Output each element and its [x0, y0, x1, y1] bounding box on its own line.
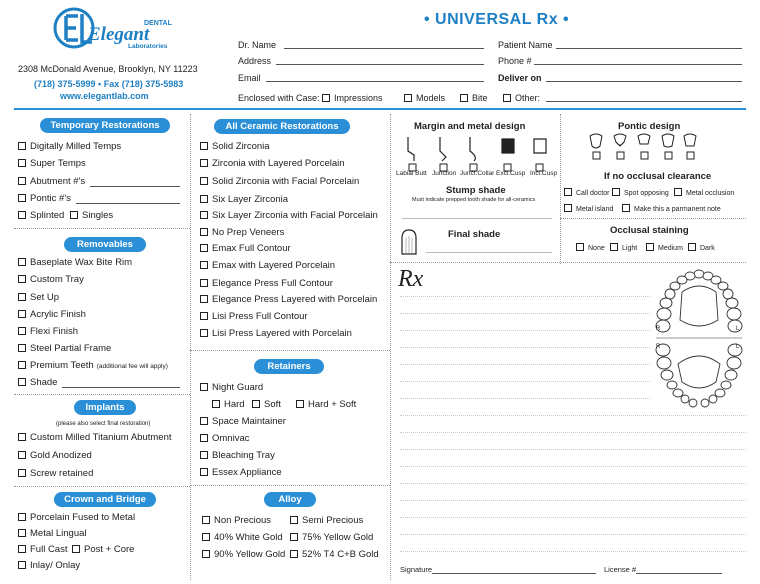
logo-dental: DENTAL	[144, 20, 172, 27]
checkbox-icon[interactable]	[200, 142, 208, 150]
margin-design-icons	[398, 133, 558, 175]
stump-title: Stump shade	[446, 185, 506, 196]
checkbox-icon[interactable]	[18, 451, 26, 459]
opt-lisi-full[interactable]: Lisi Press Full Contour	[200, 311, 308, 322]
enclosed-bite[interactable]: Bite	[460, 93, 488, 103]
writing-line[interactable]	[400, 364, 650, 365]
checkbox-icon[interactable]	[18, 310, 26, 318]
crown-title: Crown and Bridge	[54, 492, 156, 507]
opt-space-maintainer[interactable]: Space Maintainer	[200, 416, 286, 427]
phone-label: Phone #	[498, 56, 532, 66]
section-divider	[14, 486, 190, 487]
checkbox-icon[interactable]	[200, 451, 208, 459]
tooth-chart-icon[interactable]	[652, 268, 746, 410]
checkbox-icon[interactable]	[688, 243, 696, 251]
checkbox-icon[interactable]	[200, 279, 208, 287]
opt-acrylic-finish[interactable]: Acrylic Finish	[18, 309, 86, 320]
pontic-design-icons	[586, 132, 698, 160]
checkbox-icon[interactable]	[646, 243, 654, 251]
checkbox-icon[interactable]	[18, 545, 26, 553]
checkbox-icon[interactable]	[200, 312, 208, 320]
company-logo	[52, 6, 182, 58]
opt-six-layer-facial[interactable]: Six Layer Zirconia with Facial Porcelain	[200, 210, 378, 221]
checkbox-icon[interactable]	[200, 211, 208, 219]
writing-line[interactable]	[400, 432, 746, 433]
enclosed-label: Enclosed with Case:	[238, 93, 320, 103]
patient-name-label: Patient Name	[498, 40, 553, 50]
opt-flexi-finish[interactable]: Flexi Finish	[18, 326, 78, 337]
opt-singles[interactable]: Singles	[70, 210, 113, 221]
enclosed-models[interactable]: Models	[404, 93, 445, 103]
checkbox-icon[interactable]	[18, 194, 26, 202]
opt-52-t4-gold[interactable]: 52% T4 C+B Gold	[290, 549, 379, 560]
pontic-title: Pontic design	[618, 121, 681, 132]
abutment-field[interactable]	[90, 186, 180, 187]
margin-title: Margin and metal design	[414, 121, 526, 132]
opt-premium-teeth[interactable]: Premium Teeth (additional fee will apply)	[18, 360, 168, 371]
pontic-field[interactable]	[76, 203, 180, 204]
form-title: • UNIVERSAL Rx •	[424, 11, 570, 28]
opt-custom-milled-abutment[interactable]: Custom Milled Titanium Abutment	[18, 432, 172, 443]
staining-title: Occlusal staining	[610, 225, 689, 236]
writing-line[interactable]	[400, 296, 650, 297]
opt-elegance-layered[interactable]: Elegance Press Layered with Porcelain	[200, 294, 377, 305]
margin-label-junct-collar: Junct.Collar	[460, 170, 495, 177]
checkbox-icon[interactable]	[460, 94, 468, 102]
implants-title: Implants	[74, 400, 136, 415]
chart-label-l-upper: L	[736, 326, 740, 332]
opt-metal-occlusion[interactable]: Metal occlusion	[674, 188, 734, 197]
checkbox-icon[interactable]	[18, 469, 26, 477]
implants-note: (please also select final restoration)	[56, 421, 151, 427]
checkbox-icon[interactable]	[200, 195, 208, 203]
header-divider	[14, 108, 746, 110]
opt-full-cast[interactable]: Full Cast	[18, 544, 67, 555]
checkbox-icon[interactable]	[18, 275, 26, 283]
lab-address: 2308 McDonald Avenue, Brooklyn, NY 11223	[18, 64, 198, 74]
opt-pfm[interactable]: Porcelain Fused to Metal	[18, 512, 135, 523]
writing-line[interactable]	[400, 449, 746, 450]
checkbox-icon[interactable]	[200, 244, 208, 252]
enclosed-other[interactable]: Other:	[503, 93, 540, 103]
checkbox-icon[interactable]	[252, 400, 260, 408]
address-field[interactable]	[276, 64, 484, 65]
tooth-shade-icon	[398, 228, 420, 256]
checkbox-icon[interactable]	[564, 188, 572, 196]
section-divider	[14, 228, 190, 229]
enclosed-impressions[interactable]: Impressions	[322, 93, 383, 103]
enclosed-other-field[interactable]	[546, 101, 742, 102]
opt-non-precious[interactable]: Non Precious	[202, 515, 271, 526]
opt-steel-partial[interactable]: Steel Partial Frame	[18, 343, 111, 354]
final-shade-title: Final shade	[448, 229, 501, 240]
opt-semi-precious[interactable]: Semi Precious	[290, 515, 363, 526]
opt-splinted[interactable]: Splinted	[18, 210, 64, 221]
checkbox-icon[interactable]	[202, 516, 210, 524]
opt-emax-layered[interactable]: Emax with Layered Porcelain	[200, 260, 335, 271]
labial-butt-icon	[408, 137, 414, 161]
checkbox-icon[interactable]	[612, 188, 620, 196]
writing-line[interactable]	[400, 347, 650, 348]
margin-label-labial-butt: Labial Butt	[396, 170, 427, 177]
checkbox-icon[interactable]	[18, 433, 26, 441]
checkbox-icon[interactable]	[296, 400, 304, 408]
lab-phone: (718) 375-5999 • Fax (718) 375-5983	[34, 79, 184, 89]
opt-six-layer[interactable]: Six Layer Zirconia	[200, 194, 288, 205]
opt-metal-island[interactable]: Metal island	[564, 204, 613, 213]
opt-stain-none[interactable]: None	[576, 243, 605, 252]
checkbox-icon[interactable]	[18, 378, 26, 386]
opt-permanent-note[interactable]: Make this a parmanent note	[622, 204, 721, 213]
opt-set-up[interactable]: Set Up	[18, 292, 59, 303]
opt-bleaching-tray[interactable]: Bleaching Tray	[200, 450, 275, 461]
opt-lisi-layered[interactable]: Lisi Press Layered with Porcelain	[200, 328, 352, 339]
stump-shade-field[interactable]	[402, 218, 552, 219]
premium-note: (additional fee will apply)	[96, 363, 168, 370]
opt-no-prep[interactable]: No Prep Veneers	[200, 227, 284, 238]
opt-stain-dark[interactable]: Dark	[688, 243, 715, 252]
checkbox-icon[interactable]	[503, 94, 511, 102]
shade-field[interactable]	[62, 387, 180, 388]
deliver-on-field[interactable]	[546, 81, 742, 82]
checkbox-icon[interactable]	[202, 550, 210, 558]
chart-label-r-upper: R	[656, 326, 661, 332]
checkbox-icon[interactable]	[200, 417, 208, 425]
checkbox-icon[interactable]	[322, 94, 330, 102]
checkbox-icon[interactable]	[674, 188, 682, 196]
checkbox-icon[interactable]	[72, 545, 80, 553]
checkbox-icon[interactable]	[18, 561, 26, 569]
writing-line[interactable]	[400, 330, 650, 331]
checkbox-icon[interactable]	[18, 211, 26, 219]
checkbox-icon[interactable]	[18, 529, 26, 537]
checkbox-icon[interactable]	[200, 228, 208, 236]
section-divider	[560, 218, 746, 219]
chart-label-l-lower: L	[736, 344, 740, 350]
email-field[interactable]	[266, 81, 484, 82]
dr-name-label: Dr. Name	[238, 40, 277, 50]
opt-inlay-onlay[interactable]: Inlay/ Onlay	[18, 560, 80, 571]
checkbox-icon[interactable]	[18, 344, 26, 352]
checkbox-icon[interactable]	[18, 258, 26, 266]
margin-label-junction: Junction	[432, 170, 457, 177]
checkbox-icon[interactable]	[18, 327, 26, 335]
writing-line[interactable]	[400, 517, 746, 518]
section-divider	[14, 394, 190, 395]
opt-night-guard[interactable]: Night Guard	[200, 382, 263, 393]
opt-spot-opposing[interactable]: Spot opposing	[612, 188, 669, 197]
lab-website[interactable]: www.elegantlab.com	[60, 91, 149, 101]
checkbox-icon[interactable]	[200, 468, 208, 476]
checkbox-icon[interactable]	[200, 261, 208, 269]
opt-baseplate[interactable]: Baseplate Wax Bite Rim	[18, 257, 132, 268]
checkbox-icon[interactable]	[202, 533, 210, 541]
checkbox-icon[interactable]	[70, 211, 78, 219]
patient-name-field[interactable]	[556, 48, 742, 49]
opt-soft[interactable]: Soft	[252, 399, 281, 410]
writing-line[interactable]	[400, 500, 746, 501]
section-divider	[190, 485, 390, 486]
margin-label-excl-cusp: Excl.Cusp	[496, 170, 526, 177]
stump-note: Must indicate prepped tooth shade for all-ceramics	[412, 197, 536, 203]
opt-solid-zirconia-facial[interactable]: Solid Zirconia with Facial Porcelain	[200, 176, 359, 187]
opt-post-core[interactable]: Post + Core	[72, 544, 134, 555]
checkbox-icon[interactable]	[622, 204, 630, 212]
column-divider	[190, 114, 191, 580]
opt-abutment[interactable]: Abutment #'s	[18, 176, 85, 187]
checkbox-icon[interactable]	[290, 516, 298, 524]
temporary-title: Temporary Restorations	[40, 118, 170, 133]
checkbox-icon[interactable]	[18, 177, 26, 185]
margin-label-incl-cusp: Incl.Cusp	[530, 170, 558, 177]
logo-laboratories: Laboratories	[128, 43, 168, 50]
removables-title: Removables	[64, 237, 146, 252]
opt-omnivac[interactable]: Omnivac	[200, 433, 249, 444]
email-label: Email	[238, 73, 261, 83]
phone-field[interactable]	[534, 64, 742, 65]
opt-emax-full[interactable]: Emax Full Contour	[200, 243, 291, 254]
license-field[interactable]	[636, 573, 722, 574]
checkbox-icon[interactable]	[200, 177, 208, 185]
checkbox-icon[interactable]	[18, 293, 26, 301]
opt-90-yellow-gold[interactable]: 90% Yellow Gold	[202, 549, 285, 560]
column-divider	[560, 114, 561, 264]
opt-gold-anodized[interactable]: Gold Anodized	[18, 450, 92, 461]
junction-icon	[440, 137, 446, 161]
checkbox-icon[interactable]	[610, 243, 618, 251]
opt-super-temps[interactable]: Super Temps	[18, 158, 86, 169]
checkbox-icon[interactable]	[290, 550, 298, 558]
opt-75-yellow-gold[interactable]: 75% Yellow Gold	[290, 532, 373, 543]
checkbox-icon[interactable]	[18, 513, 26, 521]
opt-shade[interactable]: Shade	[18, 377, 57, 388]
opt-digitally-milled-temps[interactable]: Digitally Milled Temps	[18, 141, 121, 152]
section-divider	[190, 350, 390, 351]
opt-40-white-gold[interactable]: 40% White Gold	[202, 532, 283, 543]
license-label: License #	[604, 565, 637, 574]
logo-word: Elegant	[88, 24, 150, 45]
opt-solid-zirconia[interactable]: Solid Zirconia	[200, 141, 270, 152]
checkbox-icon[interactable]	[18, 159, 26, 167]
signature-label: Signature	[400, 565, 433, 574]
address-label: Address	[238, 56, 272, 66]
section-divider	[390, 262, 746, 263]
writing-line[interactable]	[400, 466, 746, 467]
alloy-title: Alloy	[264, 492, 316, 507]
dr-name-field[interactable]	[284, 48, 484, 49]
checkbox-icon[interactable]	[18, 142, 26, 150]
writing-line[interactable]	[400, 313, 650, 314]
opt-elegance-full[interactable]: Elegance Press Full Contour	[200, 278, 333, 289]
checkbox-icon[interactable]	[564, 204, 572, 212]
retainers-title: Retainers	[254, 359, 324, 374]
opt-custom-tray[interactable]: Custom Tray	[18, 274, 84, 285]
checkbox-icon[interactable]	[18, 361, 26, 369]
opt-zirconia-layered[interactable]: Zirconia with Layered Porcelain	[200, 158, 345, 169]
incl-cusp-icon	[534, 139, 546, 153]
opt-stain-medium[interactable]: Medium	[646, 243, 683, 252]
junct-collar-icon	[470, 137, 475, 161]
signature-field[interactable]	[432, 573, 596, 574]
checkbox-icon[interactable]	[212, 400, 220, 408]
checkbox-icon[interactable]	[200, 329, 208, 337]
opt-essex[interactable]: Essex Appliance	[200, 467, 282, 478]
checkbox-icon[interactable]	[290, 533, 298, 541]
opt-hard[interactable]: Hard	[212, 399, 245, 410]
checkbox-icon[interactable]	[200, 383, 208, 391]
checkbox-icon[interactable]	[200, 434, 208, 442]
checkbox-icon[interactable]	[200, 159, 208, 167]
chart-label-r-lower: R	[656, 344, 661, 350]
writing-line[interactable]	[400, 483, 746, 484]
final-shade-field[interactable]	[426, 252, 552, 253]
writing-line[interactable]	[400, 534, 746, 535]
column-divider	[390, 114, 391, 580]
excl-cusp-icon	[502, 139, 514, 153]
opt-pontic[interactable]: Pontic #'s	[18, 193, 71, 204]
ceramic-title: All Ceramic Restorations	[214, 119, 350, 134]
checkbox-icon[interactable]	[404, 94, 412, 102]
opt-call-doctor[interactable]: Call doctor	[564, 188, 609, 197]
writing-line[interactable]	[400, 551, 746, 552]
opt-hard-soft[interactable]: Hard + Soft	[296, 399, 356, 410]
checkbox-icon[interactable]	[576, 243, 584, 251]
opt-screw-retained[interactable]: Screw retained	[18, 468, 93, 479]
writing-line[interactable]	[400, 398, 650, 399]
opt-metal-lingual[interactable]: Metal Lingual	[18, 528, 87, 539]
clearance-title: If no occlusal clearance	[604, 171, 712, 182]
writing-line[interactable]	[400, 381, 650, 382]
checkbox-icon[interactable]	[200, 295, 208, 303]
deliver-on-label: Deliver on	[498, 73, 542, 83]
writing-line[interactable]	[400, 415, 746, 416]
rx-symbol: Rx	[398, 266, 424, 292]
opt-stain-light[interactable]: Light	[610, 243, 637, 252]
